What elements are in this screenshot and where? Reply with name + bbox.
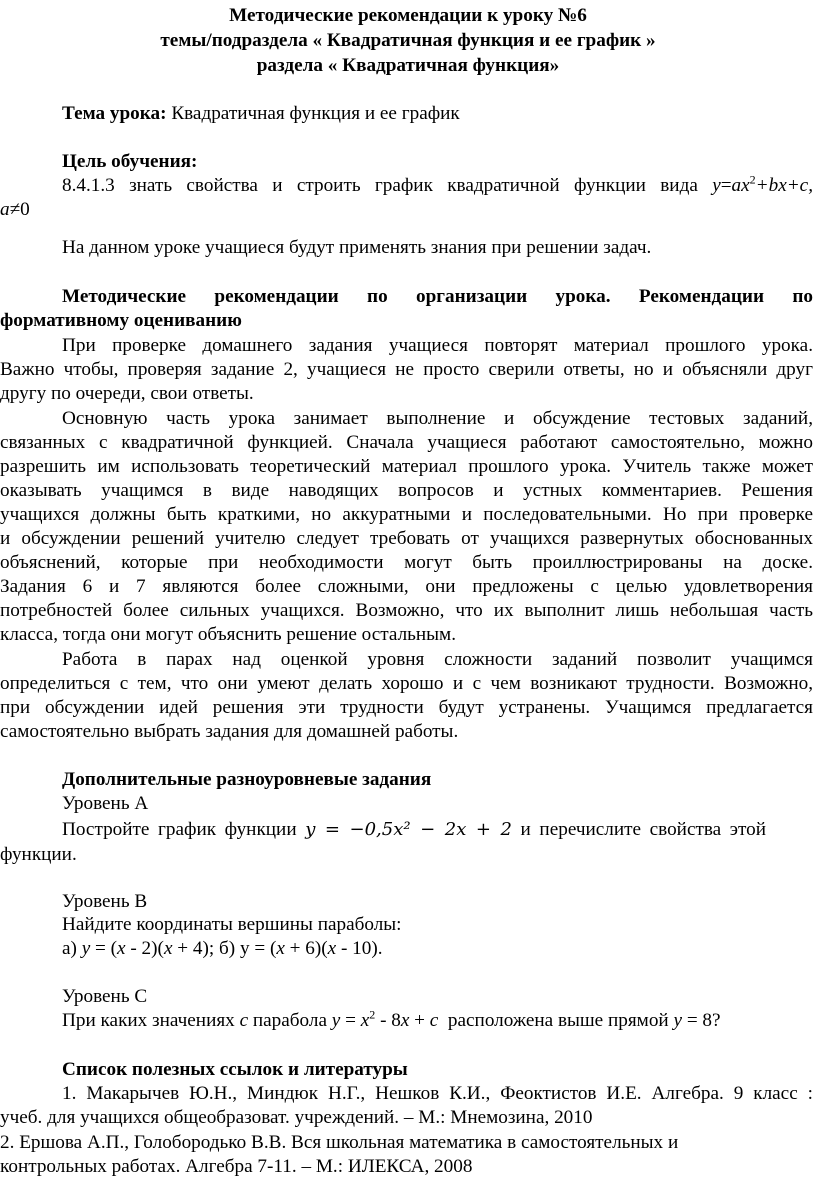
p1-line-3: другу по очереди, свои ответы. [0,383,254,404]
level-a-formula: y = −0,5x² − 2x + 2 [305,819,512,840]
header-line-2: темы/подраздела « Квадратичная функция и ее график » [160,30,656,51]
p3-line-4: самостоятельно выбрать задания для домашней работы. [0,721,459,742]
header-line-3: раздела « Квадратичная функция» [256,55,560,76]
level-b-title: Уровень В [62,891,148,912]
p1-line-2: Важно чтобы, проверяя задание 2, учащиеся не просто сверили ответы, но и объясняли друг [0,359,813,380]
methods-heading-line-1: Методические рекомендации по организации урока. Рекомендации по [62,286,813,307]
level-a-title: Уровень А [62,793,149,814]
p2-line-4: оказывать учащимся в виде наводящих вопросов и устных комментариев. Решения [0,480,813,501]
p2-line-2: связанных с квадратичной функцией. Сначала учащиеся работают самостоятельно, можно [0,432,813,453]
p1-line-1: При проверке домашнего задания учащиеся повторят материал прошлого урока. [62,335,813,356]
p3-line-1: Работа в парах над оценкой уровня сложности заданий позволит учащимся [62,649,813,670]
level-b-items: а) y = (x - 2)(x + 4); б) у = (x + 6)(x - 10). [62,938,383,959]
tasks-heading: Дополнительные разноуровневые задания [62,769,432,790]
lesson-topic [62,102,460,126]
p2-line-10: класса, тогда они могут объяснить решение остальным. [0,624,456,645]
p2-line-7: объяснений, которые при необходимости могут быть проиллюстрированы на доске. [0,552,813,573]
topic-text: Квадратичная функция и ее график [166,103,460,124]
goal-usage: На данном уроке учащиеся будут применять знания при решении задач. [62,237,652,258]
goal-condition: a≠0 [0,199,30,220]
methods-heading-line-2: формативному оцениванию [0,310,242,331]
p2-line-8: Задания 6 и 7 являются более сложными, они предложены с целью удовлетворения [0,576,813,597]
reference-2-line-1: 2. Ершова А.П., Голобородько В.В. Вся школьная математика в самостоятельных и [0,1132,679,1153]
goal-line-1: 8.4.1.3 знать свойства и строить график квадратичной функции вида $y=ax^2+bx+c$, [62,172,813,196]
topic-label: Тема урока: [62,103,167,124]
level-a-line-2: функции. [0,844,77,865]
p2-line-6: и обсуждении решений учителю следует требовать от учащихся развернутых обоснованных [0,528,813,549]
level-a-line-1: Постройте график функции y = −0,5x² − 2x + 2 и перечислите свойства этой [62,819,767,840]
p2-line-5: учащихся должны быть краткими, но аккуратными и последовательными. Но при проверке [0,504,813,525]
reference-1-line-2: учеб. для учащихся общеобразоват. учреждений. – М.: Мнемозина, 2010 [0,1107,593,1128]
p3-line-3: при обсуждении идей решения эти трудности будут устранены. Учащимся предлагается [0,697,813,718]
p2-line-1: Основную часть урока занимает выполнение и обсуждение тестовых заданий, [62,408,813,429]
level-c-title: Уровень С [62,986,148,1007]
p2-line-3: разрешить им использовать теоретический материал прошлого урока. Учитель также может [0,456,813,477]
level-b-question: Найдите координаты вершины параболы: [62,914,402,935]
p3-line-2: определиться с тем, что они умеют делать хорошо и с чем возникают трудности. Возможно, [0,673,813,694]
reference-1-line-1: 1. Макарычев Ю.Н., Миндюк Н.Г., Нешков К.И., Феоктистов И.Е. Алгебра. 9 класс : [62,1083,813,1104]
reference-2-line-2: контрольных работах. Алгебра 7-11. – М.: ИЛЕКСА, 2008 [0,1156,473,1177]
references-heading: Список полезных ссылок и литературы [62,1059,408,1080]
level-c-question: При каких значениях c парабола $y = x^2 - 8x + c$ расположена выше прямой y = 8? [62,1007,721,1031]
p2-line-9: потребностей более сильных учащихся. Возможно, что их выполнит лишь небольшая часть [0,600,813,621]
goal-label: Цель обучения: [62,151,198,172]
header-line-1: Методические рекомендации к уроку №6 [229,5,587,26]
